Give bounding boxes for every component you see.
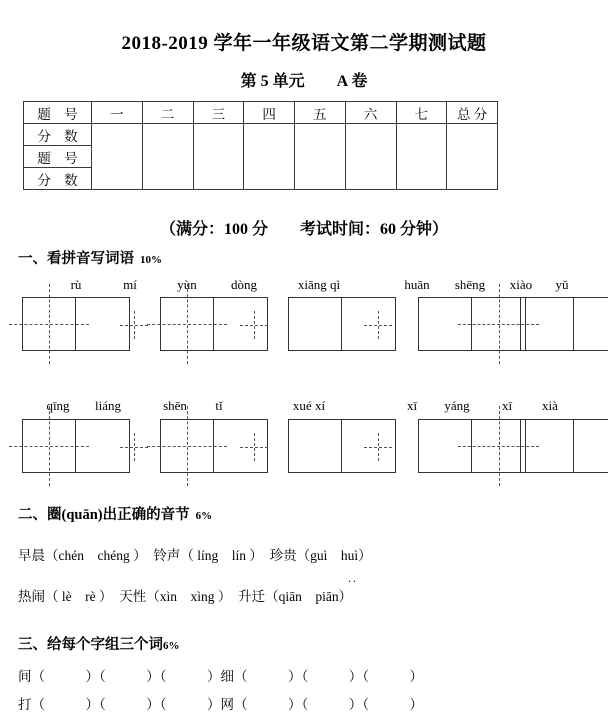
tianzige-group-10[interactable] [520,419,608,473]
exam-meta: （满分：100 分 考试时间：60 分钟） [159,221,448,238]
grid-cross-marker [120,311,148,339]
pinyin-row-1 [0,277,608,295]
tianzige-cell[interactable] [22,297,76,351]
pinyin-1-3: yùn [177,277,197,292]
answer-cell-4[interactable] [244,124,295,190]
answer-cell-3[interactable] [193,124,244,190]
pinyin-2-2: liáng [95,398,121,413]
section-3-line-2[interactable]: 打（ ）（ ）（ ）网（ ）（ ）（ ） [18,697,423,712]
section-3-label: 三、给每个字组三个词 [18,637,163,653]
pinyin-2-5: xué xí [292,398,326,413]
score-table [23,101,498,190]
section-heading-3 [18,633,180,654]
row-label-question-no-2: 题 号 [24,146,92,168]
col-header-4: 四 [244,102,295,124]
writing-grid-row-1 [0,297,608,353]
col-header-7: 七 [396,102,447,124]
section-heading-1 [18,247,162,268]
tianzige-cell[interactable] [574,297,608,351]
pinyin-1-1: rù [70,277,82,292]
pinyin-1-9: yǔ [555,277,569,292]
pinyin-row-2 [0,398,608,416]
section-2-label: 二、圈(quān)出正确的音节 [18,507,190,523]
section-1-points: 10% [140,254,162,266]
answer-cell-total[interactable] [447,124,498,190]
section-2-line-1[interactable]: 早晨（chén chéng ） 铃声（ líng lín ） 珍贵（guì huì） [18,548,372,563]
answer-cell-7[interactable] [396,124,447,190]
pinyin-2-8: xī [501,398,513,413]
tianzige-group-6[interactable] [22,419,130,473]
tianzige-cell[interactable] [160,297,214,351]
table-row [24,102,498,124]
row-label-question-no-1: 题 号 [24,102,92,124]
grid-cross-marker [240,433,268,461]
tianzige-cell[interactable] [472,297,526,351]
answer-cell-6[interactable] [345,124,396,190]
table-row [24,124,498,146]
col-header-1: 一 [92,102,143,124]
grid-cross-marker [364,311,392,339]
section-1-label: 一、看拼音写词语 [18,251,134,267]
pinyin-2-3: shēn [163,398,187,413]
col-header-3: 三 [193,102,244,124]
grid-cross-marker [240,311,268,339]
pinyin-1-7: shēng [454,277,486,292]
section-2-points: 6% [195,510,213,522]
pinyin-2-6: xī [406,398,418,413]
answer-cell-5[interactable] [295,124,346,190]
section-2-line-2[interactable]: 热闹（ lè rè ） 天性（xìn xìng ） 升迁（qiān piān） [18,589,353,604]
pinyin-1-5: xiāng qì [297,277,341,292]
row-label-score-1: 分 数 [24,124,92,146]
tianzige-cell[interactable] [520,297,574,351]
tianzige-cell[interactable] [22,419,76,473]
grid-cross-marker [364,433,392,461]
writing-grid-row-2 [0,419,608,475]
col-header-6: 六 [345,102,396,124]
pinyin-2-7: yáng [444,398,470,413]
col-header-total: 总 分 [447,102,498,124]
pinyin-1-2: mí [123,277,137,292]
col-header-5: 五 [295,102,346,124]
pinyin-2-4: tǐ [215,398,223,413]
tianzige-group-1[interactable] [22,297,130,351]
section-3-points: 6% [163,640,180,652]
tianzige-cell[interactable] [520,419,574,473]
emphasis-dots-marker: .. [348,571,358,585]
tianzige-group-5[interactable] [520,297,608,351]
tianzige-group-9[interactable] [418,419,526,473]
grid-cross-marker [120,433,148,461]
col-header-2: 二 [142,102,193,124]
tianzige-cell[interactable] [472,419,526,473]
section-3-line-1[interactable]: 间（ ）（ ）（ ）细（ ）（ ）（ ） [18,669,423,684]
page-title: 2018-2019 学年一年级语文第二学期测试题 [121,33,487,54]
pinyin-2-9: xià [542,398,558,413]
row-label-score-2: 分 数 [24,168,92,190]
tianzige-cell[interactable] [288,419,342,473]
tianzige-cell[interactable] [160,419,214,473]
pinyin-1-4: dòng [231,277,257,292]
tianzige-group-4[interactable] [418,297,526,351]
tianzige-cell[interactable] [574,419,608,473]
pinyin-1-6: huān [404,277,430,292]
answer-cell-2[interactable] [142,124,193,190]
page-subtitle: 第 5 单元 A 卷 [240,73,368,90]
answer-cell-1[interactable] [92,124,143,190]
tianzige-cell[interactable] [288,297,342,351]
section-heading-2 [18,503,212,524]
pinyin-2-1: qīng [46,398,70,413]
pinyin-1-8: xiào [509,277,533,292]
